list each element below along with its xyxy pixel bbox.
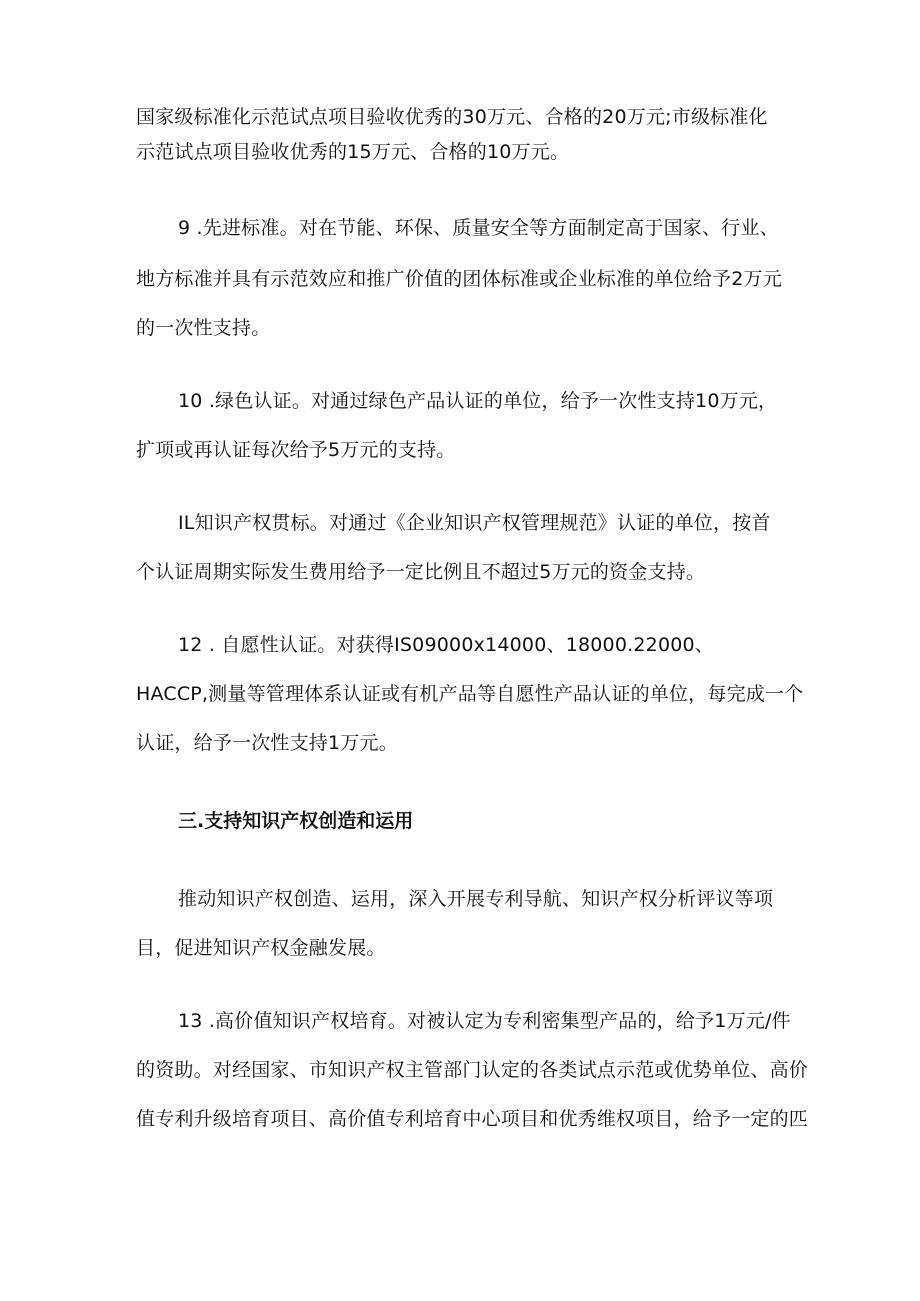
paragraph-line: 9 .先进标准。对在节能、环保、质量安全等方面制定高于国家、行业、: [178, 217, 779, 239]
paragraph-line: 12 . 自愿性认证。对获得IS09000x14000、18000.22000、: [178, 634, 715, 656]
paragraph-line: 值专利升级培育项目、高价值专利培育中心项目和优秀维权项目，给予一定的匹: [136, 1108, 809, 1130]
paragraph-line: 的一次性支持。: [136, 317, 271, 339]
paragraph-line: 个认证周期实际发生费用给予一定比例且不超过5万元的资金支持。: [136, 561, 706, 583]
paragraph-line: 扩项或再认证每次给予5万元的支持。: [136, 439, 456, 461]
paragraph-line: 10 .绿色认证。对通过绿色产品认证的单位，给予一次性支持10万元，: [178, 390, 778, 412]
paragraph-line: IL知识产权贯标。对通过《企业知识产权管理规范》认证的单位，按首: [178, 512, 771, 534]
paragraph-line: 示范试点项目验收优秀的15万元、合格的10万元。: [136, 141, 570, 163]
section-heading: 三.支持知识产权创造和运用: [178, 810, 414, 832]
paragraph-line: 13 .高价值知识产权培育。对被认定为专利密集型产品的，给予1万元/件: [178, 1010, 791, 1032]
paragraph-line: 的资助。对经国家、市知识产权主管部门认定的各类试点示范或优势单位、高价: [136, 1059, 809, 1081]
paragraph-line: 国家级标准化示范试点项目验收优秀的30万元、合格的20万元;市级标准化: [136, 106, 768, 128]
paragraph-line: HACCP,测量等管理体系认证或有机产品等自愿性产品认证的单位，每完成一个: [136, 683, 804, 705]
paragraph-line: 地方标准并具有示范效应和推广价值的团体标准或企业标准的单位给予2万元: [136, 268, 782, 290]
paragraph-line: 认证，给予一次性支持1万元。: [136, 732, 398, 754]
paragraph-line: 目，促进知识产权金融发展。: [136, 937, 386, 959]
paragraph-line: 推动知识产权创造、运用，深入开展专利导航、知识产权分析评议等项: [178, 888, 774, 910]
